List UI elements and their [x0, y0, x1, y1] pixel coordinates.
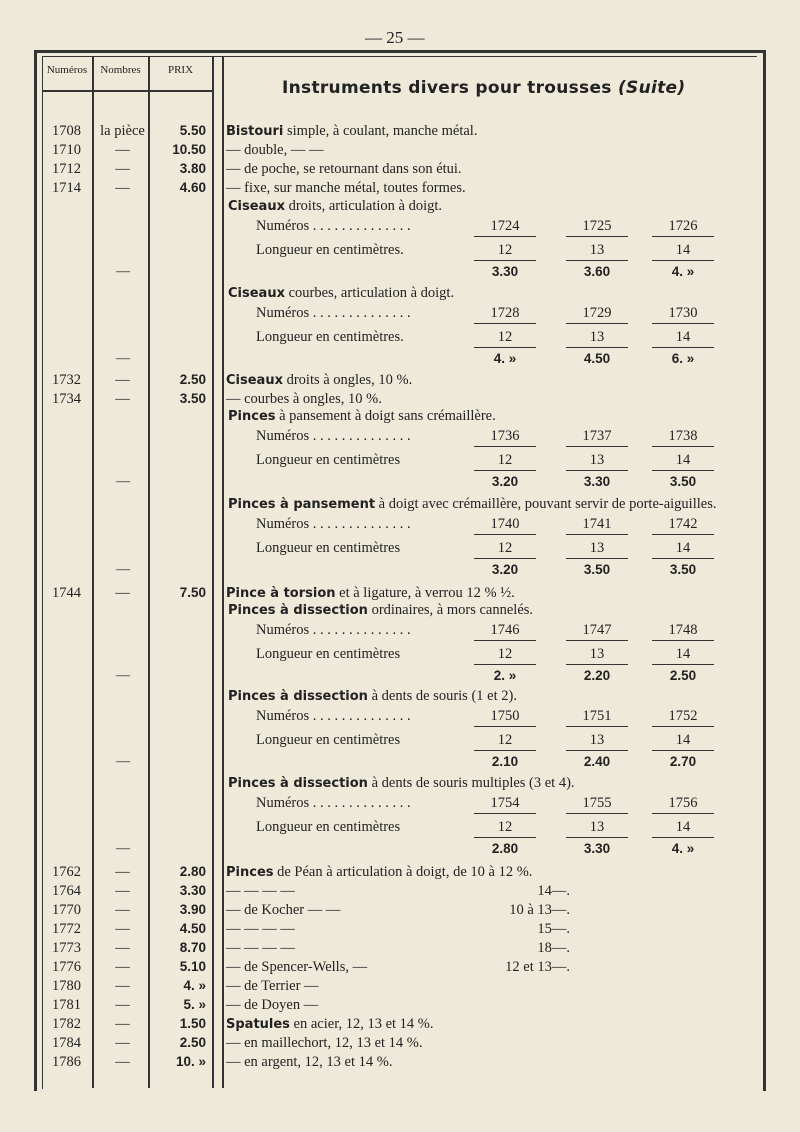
- group-dash: —: [116, 264, 130, 279]
- item-price: 2.80: [179, 864, 206, 879]
- cell-rule: [566, 664, 628, 665]
- item-text: — courbes à ongles, 10 %.: [226, 391, 382, 407]
- variant-number: 1746: [490, 622, 520, 638]
- item-number: 1714: [52, 180, 81, 196]
- title-main: Instruments divers pour trousses: [282, 78, 612, 98]
- variant-length: 13: [589, 819, 605, 835]
- cell-rule: [652, 446, 714, 447]
- item-unit: —: [115, 883, 130, 899]
- longueur-label: Longueur en centimètres: [256, 819, 401, 835]
- variant-price: 3.50: [669, 562, 697, 577]
- variant-number: 1751: [582, 708, 612, 724]
- variant-length: 12: [497, 646, 513, 662]
- item-name: Spatules: [226, 1017, 290, 1032]
- item-price: 7.50: [179, 585, 206, 600]
- variant-length: 14: [675, 646, 691, 662]
- item-size: 10 à 13—.: [509, 902, 570, 918]
- group-heading: [228, 196, 800, 216]
- variant-price: 4. »: [671, 841, 695, 856]
- item-price: 4.50: [179, 921, 206, 936]
- variant-number: 1738: [668, 428, 698, 444]
- item-number: 1712: [52, 161, 81, 177]
- variant-price: 3.30: [583, 841, 611, 856]
- numeros-label: Numéros . . . . . . . . . . . . . .: [256, 708, 411, 724]
- item-unit: —: [115, 1035, 130, 1051]
- item-number: 1734: [52, 391, 81, 407]
- variant-length: 13: [589, 452, 605, 468]
- item-price: 8.70: [179, 940, 206, 955]
- item-unit: —: [115, 585, 130, 601]
- item-text: droits à ongles, 10 %.: [282, 372, 413, 388]
- longueur-label: Longueur en centimètres: [256, 646, 401, 662]
- variant-length: 14: [675, 242, 691, 258]
- cell-rule: [652, 813, 714, 814]
- item-unit: —: [115, 921, 130, 937]
- variant-length: 12: [497, 732, 513, 748]
- item-price: 1.50: [179, 1016, 206, 1031]
- cell-rule: [566, 813, 628, 814]
- group-name: Pinces à dissection: [228, 776, 368, 791]
- group-text: à dents de souris multiples (3 et 4).: [367, 775, 575, 791]
- variant-number: 1755: [582, 795, 612, 811]
- item-text: — double, — —: [226, 142, 324, 158]
- numeros-label: Numéros . . . . . . . . . . . . . .: [256, 428, 411, 444]
- variant-number: 1737: [582, 428, 612, 444]
- variant-number: 1742: [668, 516, 698, 532]
- cell-rule: [474, 323, 536, 324]
- item-text: de Péan à articulation à doigt, de 10 à 12 %.: [273, 864, 533, 880]
- item-number: 1784: [52, 1035, 81, 1051]
- item-price: 5.50: [179, 123, 206, 138]
- item-size: 14—.: [537, 883, 570, 899]
- cell-rule: [652, 558, 714, 559]
- variant-price: 2.50: [669, 668, 697, 683]
- cell-rule: [566, 323, 628, 324]
- numeros-label: Numéros . . . . . . . . . . . . . .: [256, 516, 411, 532]
- item-name: Pinces: [226, 865, 274, 880]
- variant-price: 4. »: [671, 264, 695, 279]
- cell-rule: [566, 347, 628, 348]
- variant-length: 14: [675, 540, 691, 556]
- variant-length: 13: [589, 646, 605, 662]
- cell-rule: [652, 470, 714, 471]
- cell-rule: [474, 558, 536, 559]
- cell-rule: [566, 726, 628, 727]
- item-text: simple, à coulant, manche métal.: [283, 123, 478, 139]
- item-description: [226, 178, 800, 198]
- cell-rule: [566, 837, 628, 838]
- variant-price: 3.30: [491, 264, 519, 279]
- variant-price: 3.50: [669, 474, 697, 489]
- cell-rule: [566, 640, 628, 641]
- item-text: — — — —: [226, 921, 295, 937]
- cell-rule: [474, 813, 536, 814]
- cell-rule: [652, 323, 714, 324]
- item-number: 1762: [52, 864, 81, 880]
- variant-price: 3.60: [583, 264, 611, 279]
- group-dash: —: [116, 668, 130, 683]
- title-suffix: (Suite): [617, 78, 686, 98]
- cell-rule: [566, 236, 628, 237]
- variant-price: 2.70: [669, 754, 697, 769]
- variant-number: 1730: [668, 305, 698, 321]
- cell-rule: [652, 837, 714, 838]
- cell-rule: [652, 750, 714, 751]
- group-name: Ciseaux: [228, 199, 285, 214]
- numeros-label: Numéros . . . . . . . . . . . . . .: [256, 795, 411, 811]
- group-name: Ciseaux: [228, 286, 285, 301]
- cell-rule: [474, 750, 536, 751]
- column-divider: [212, 56, 214, 1088]
- item-price: 2.50: [179, 1035, 206, 1050]
- group-text: à dents de souris (1 et 2).: [367, 688, 517, 704]
- variant-price: 3.20: [491, 474, 519, 489]
- variant-length: 14: [675, 819, 691, 835]
- item-description: [226, 140, 800, 160]
- item-name: Ciseaux: [226, 373, 283, 388]
- item-number: 1786: [52, 1054, 81, 1070]
- item-size: 18—.: [537, 940, 570, 956]
- cell-rule: [474, 260, 536, 261]
- cell-rule: [566, 534, 628, 535]
- variant-price: 2.10: [491, 754, 519, 769]
- cell-rule: [566, 470, 628, 471]
- group-text: droits, articulation à doigt.: [284, 198, 443, 214]
- variant-length: 13: [589, 242, 605, 258]
- cell-rule: [474, 446, 536, 447]
- header-nombres: Nombres: [100, 64, 141, 76]
- variant-number: 1729: [582, 305, 612, 321]
- item-number: 1732: [52, 372, 81, 388]
- cell-rule: [566, 446, 628, 447]
- item-price: 2.50: [179, 372, 206, 387]
- item-number: 1770: [52, 902, 81, 918]
- variant-length: 14: [675, 329, 691, 345]
- item-price: 4.60: [179, 180, 206, 195]
- item-text: — de Spencer-Wells, —: [226, 959, 368, 975]
- longueur-label: Longueur en centimètres: [256, 732, 401, 748]
- cell-rule: [652, 534, 714, 535]
- longueur-label: Longueur en centimètres: [256, 540, 401, 556]
- item-text: — en maillechort, 12, 13 et 14 %.: [226, 1035, 423, 1051]
- variant-number: 1724: [490, 218, 520, 234]
- item-text: — fixe, sur manche métal, toutes formes.: [226, 180, 466, 196]
- item-unit: —: [115, 391, 130, 407]
- item-text: — de Kocher — —: [226, 902, 341, 918]
- column-divider: [222, 56, 224, 1088]
- item-text: — de poche, se retournant dans son étui.: [226, 161, 462, 177]
- item-number: 1782: [52, 1016, 81, 1032]
- variant-price: 4.50: [583, 351, 611, 366]
- variant-price: 3.50: [583, 562, 611, 577]
- variant-price: 2.40: [583, 754, 611, 769]
- variant-number: 1752: [668, 708, 698, 724]
- variant-price: 2.80: [491, 841, 519, 856]
- variant-length: 13: [589, 540, 605, 556]
- item-unit: —: [115, 978, 130, 994]
- item-number: 1773: [52, 940, 81, 956]
- variant-length: 13: [589, 329, 605, 345]
- numeros-label: Numéros . . . . . . . . . . . . . .: [256, 218, 411, 234]
- group-dash: —: [116, 754, 130, 769]
- variant-length: 14: [675, 452, 691, 468]
- group-heading: [228, 686, 800, 706]
- group-heading: [228, 283, 800, 303]
- variant-length: 12: [497, 819, 513, 835]
- variant-price: 3.30: [583, 474, 611, 489]
- variant-number: 1736: [490, 428, 520, 444]
- cell-rule: [474, 640, 536, 641]
- header-rule: [42, 90, 212, 92]
- variant-number: 1747: [582, 622, 612, 638]
- item-description: [226, 976, 800, 996]
- longueur-label: Longueur en centimètres: [256, 452, 401, 468]
- item-price: 5.10: [179, 959, 206, 974]
- item-text: — de Terrier —: [226, 978, 319, 994]
- variant-number: 1725: [582, 218, 612, 234]
- variant-number: 1741: [582, 516, 612, 532]
- group-name: Pinces à pansement: [228, 497, 376, 512]
- item-description: [226, 370, 800, 390]
- variant-price: 6. »: [671, 351, 695, 366]
- variant-length: 12: [497, 452, 513, 468]
- cell-rule: [474, 534, 536, 535]
- item-price: 10. »: [175, 1054, 206, 1069]
- item-price: 3.90: [179, 902, 206, 917]
- item-unit: la pièce: [100, 123, 145, 139]
- item-price: 3.30: [179, 883, 206, 898]
- item-unit: —: [115, 142, 130, 158]
- group-text: à doigt avec crémaillère, pouvant servir de porte-aiguilles.: [375, 496, 717, 512]
- cell-rule: [652, 260, 714, 261]
- item-description: [226, 121, 800, 141]
- cell-rule: [474, 236, 536, 237]
- item-size: 12 et 13—.: [505, 959, 570, 975]
- variant-number: 1740: [490, 516, 520, 532]
- page-number: — 25 —: [365, 28, 425, 47]
- item-number: 1781: [52, 997, 81, 1013]
- variant-number: 1754: [490, 795, 520, 811]
- longueur-label: Longueur en centimètres.: [256, 242, 404, 258]
- item-unit: —: [115, 864, 130, 880]
- item-description: [226, 1033, 800, 1053]
- item-unit: —: [115, 180, 130, 196]
- cell-rule: [652, 664, 714, 665]
- item-number: 1764: [52, 883, 81, 899]
- item-number: 1776: [52, 959, 81, 975]
- longueur-label: Longueur en centimètres.: [256, 329, 404, 345]
- item-name: Pince à torsion: [226, 586, 336, 601]
- numeros-label: Numéros . . . . . . . . . . . . . .: [256, 622, 411, 638]
- group-text: courbes, articulation à doigt.: [284, 285, 455, 301]
- group-text: à pansement à doigt sans crémaillère.: [275, 408, 496, 424]
- group-dash: —: [116, 562, 130, 577]
- item-unit: —: [115, 372, 130, 388]
- item-description: [226, 862, 800, 882]
- group-text: ordinaires, à mors cannelés.: [367, 602, 534, 618]
- variant-number: 1750: [490, 708, 520, 724]
- group-dash: —: [116, 351, 130, 366]
- item-number: 1710: [52, 142, 81, 158]
- item-number: 1744: [52, 585, 81, 601]
- item-unit: —: [115, 959, 130, 975]
- item-price: 3.50: [179, 391, 206, 406]
- item-number: 1708: [52, 123, 81, 139]
- item-description: [226, 159, 800, 179]
- variant-price: 2.20: [583, 668, 611, 683]
- item-unit: —: [115, 1016, 130, 1032]
- variant-price: 4. »: [493, 351, 517, 366]
- item-description: [226, 995, 800, 1015]
- cell-rule: [474, 470, 536, 471]
- item-name: Bistouri: [226, 124, 284, 139]
- item-number: 1772: [52, 921, 81, 937]
- cell-rule: [652, 236, 714, 237]
- variant-number: 1728: [490, 305, 520, 321]
- cell-rule: [566, 750, 628, 751]
- cell-rule: [652, 640, 714, 641]
- group-name: Pinces à dissection: [228, 603, 368, 618]
- variant-length: 12: [497, 540, 513, 556]
- item-unit: —: [115, 940, 130, 956]
- item-unit: —: [115, 1054, 130, 1070]
- group-heading: [228, 600, 800, 620]
- group-heading: [228, 494, 800, 514]
- numeros-label: Numéros . . . . . . . . . . . . . .: [256, 305, 411, 321]
- group-dash: —: [116, 474, 130, 489]
- cell-rule: [474, 347, 536, 348]
- variant-price: 2. »: [493, 668, 517, 683]
- item-text: en acier, 12, 13 et 14 %.: [289, 1016, 434, 1032]
- header-numeros: Numéros: [46, 64, 88, 76]
- variant-number: 1756: [668, 795, 698, 811]
- item-description: [226, 1052, 800, 1072]
- group-name: Pinces: [228, 409, 276, 424]
- variant-length: 12: [497, 329, 513, 345]
- item-unit: —: [115, 997, 130, 1013]
- variant-number: 1748: [668, 622, 698, 638]
- cell-rule: [474, 837, 536, 838]
- cell-rule: [652, 347, 714, 348]
- variant-price: 3.20: [491, 562, 519, 577]
- variant-length: 13: [589, 732, 605, 748]
- item-text: — en argent, 12, 13 et 14 %.: [226, 1054, 393, 1070]
- item-price: 5. »: [183, 997, 206, 1012]
- variant-length: 14: [675, 732, 691, 748]
- header-prix: PRIX: [167, 64, 194, 76]
- item-number: 1780: [52, 978, 81, 994]
- item-price: 4. »: [183, 978, 206, 993]
- item-text: et à ligature, à verrou 12 % ½.: [335, 585, 515, 601]
- item-text: — de Doyen —: [226, 997, 319, 1013]
- item-unit: —: [115, 161, 130, 177]
- cell-rule: [474, 664, 536, 665]
- item-size: 15—.: [537, 921, 570, 937]
- variant-number: 1726: [668, 218, 698, 234]
- group-heading: [228, 406, 800, 426]
- group-dash: —: [116, 841, 130, 856]
- section-title: [282, 78, 685, 98]
- item-text: — — — —: [226, 883, 295, 899]
- cell-rule: [566, 558, 628, 559]
- item-price: 3.80: [179, 161, 206, 176]
- item-description: [226, 1014, 800, 1034]
- cell-rule: [652, 726, 714, 727]
- item-price: 10.50: [172, 142, 206, 157]
- group-heading: [228, 773, 800, 793]
- item-unit: —: [115, 902, 130, 918]
- group-name: Pinces à dissection: [228, 689, 368, 704]
- item-text: — — — —: [226, 940, 295, 956]
- variant-length: 12: [497, 242, 513, 258]
- cell-rule: [566, 260, 628, 261]
- cell-rule: [474, 726, 536, 727]
